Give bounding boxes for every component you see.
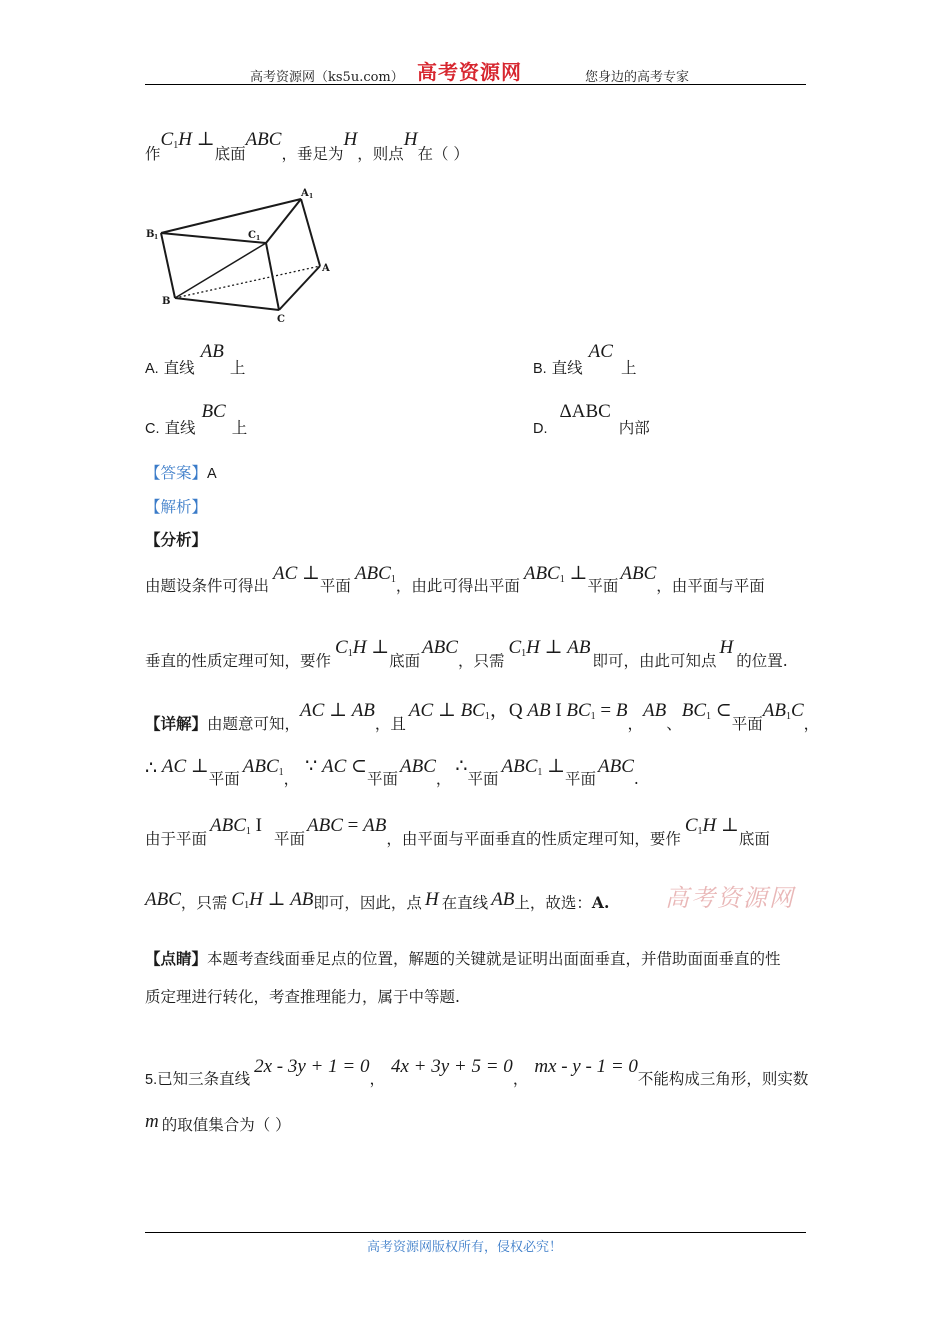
q5-line-1: 5.已知三条直线2x - 3y + 1 = 0，4x + 3y + 5 = 0，mx - y - 1 = 0不能构成三角形，则实数	[145, 1056, 809, 1088]
watermark: 高考资源网	[665, 884, 795, 912]
option-a[interactable]: A. 直线AB上	[145, 341, 246, 377]
comment-line-1: 【点睛】本题考查线面垂足点的位置，解题的关键就是证明出面面垂直，并借助面面垂直的性	[145, 949, 781, 968]
answer-value: A	[207, 466, 217, 482]
prism-figure	[140, 180, 340, 328]
option-b[interactable]: B. 直线AC上	[533, 341, 637, 377]
footer-text: 高考资源网版权所有，侵权必究！	[367, 1240, 563, 1255]
header-site: 高考资源网（ks5u.com）	[250, 70, 404, 85]
comment-line-2: 质定理进行转化，考查推理能力，属于中等题.	[145, 988, 460, 1006]
label-c1: C	[248, 230, 256, 241]
q5-line-2: m 的取值集合为（ ）	[145, 1111, 291, 1134]
analysis-label: 【解析】	[145, 498, 208, 516]
label-a1: A	[301, 188, 309, 199]
header-logo: 高考资源网	[417, 60, 522, 84]
q5-eq1: 2x - 3y + 1 = 0	[254, 1056, 370, 1077]
detail-line-2: ∴ AC ⊥平面$ABC_1$，∵ AC ⊂平面ABC，∴平面$ABC_1$ ⊥平面ABC.	[145, 756, 639, 788]
label-b: B	[162, 296, 171, 307]
fenxi-line-1: 由题设条件可得出AC ⊥平面$ABC_1$，由此可得出平面$ABC_1$ ⊥平面ABC，由平面与平面	[145, 563, 765, 595]
answer-line	[145, 461, 217, 483]
label-b1-sub: 1	[154, 234, 159, 241]
answer-label: 【答案】	[145, 464, 208, 482]
question-stem: 作$C_1H$ ⊥底面ABC，垂足为H，则点H在（ ）	[145, 129, 469, 163]
footer-rule	[145, 1232, 806, 1233]
fenxi-label: 【分析】	[145, 530, 208, 549]
header-slogan: 您身边的高考专家	[585, 70, 690, 85]
option-d[interactable]: D.ΔABC内部	[533, 401, 650, 437]
detail-line-4: ABC，只需 $C_1H$ ⊥ AB即可，因此，点 H 在直线 AB上，故选：A.	[145, 889, 610, 912]
edge-b1b	[161, 233, 175, 298]
detail-line-1: 【详解】由题意可知，AC ⊥ AB，且AC ⊥ $BC_1$，Q AB I $BC_1 = B$，AB、$BC_1$ ⊂平面$AB_1C$，	[145, 700, 820, 733]
option-c[interactable]: C. 直线BC上	[145, 401, 248, 437]
comment-label: 【点睛】	[145, 949, 208, 968]
q5-number: 5.	[145, 1072, 158, 1088]
edge-bc	[175, 298, 279, 310]
q5-eq3: mx - y - 1 = 0	[534, 1056, 638, 1077]
label-c1-sub: 1	[256, 235, 261, 242]
detail-line-3: 由于平面$ABC_1$ I平面ABC = AB，由平面与平面垂直的性质定理可知，要作$C_1H$ ⊥底面	[145, 815, 770, 848]
edge-ca	[279, 266, 320, 310]
edge-bc1	[175, 243, 266, 298]
edge-b1a1	[161, 199, 301, 233]
detail-label: 【详解】	[145, 714, 208, 733]
q5-eq2: 4x + 3y + 5 = 0	[390, 1056, 513, 1077]
label-a: A	[322, 263, 330, 274]
header-rule	[145, 84, 806, 85]
fenxi-line-2: 垂直的性质定理可知，要作$C_1H$ ⊥底面ABC，只需$C_1H$ ⊥ AB即可，由此可知点H的位置.	[145, 637, 788, 670]
edge-ba-hidden	[175, 266, 320, 298]
edge-a1a	[301, 199, 320, 266]
label-b1: B	[146, 229, 155, 240]
label-a1-sub: 1	[309, 193, 314, 200]
label-c: C	[277, 314, 285, 325]
